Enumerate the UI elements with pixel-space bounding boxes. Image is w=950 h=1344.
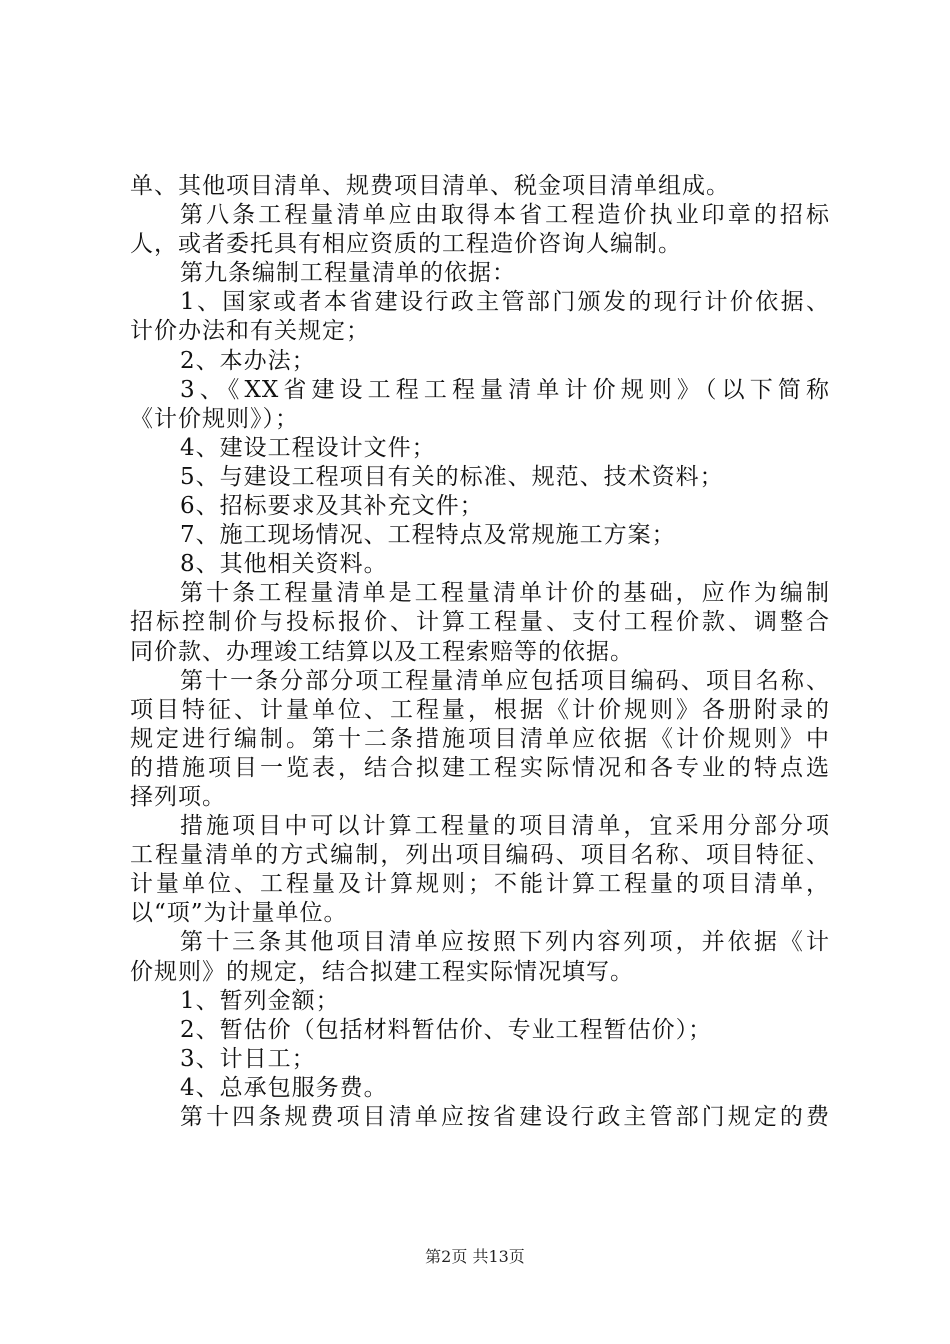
page-footer: 第2页 共13页: [425, 1247, 525, 1266]
text-line: 的措施项目一览表，结合拟建工程实际情况和各专业的特点选: [130, 754, 830, 781]
text-line: 第九条编制工程量清单的依据：: [180, 260, 516, 287]
text-line: 同价款、办理竣工结算以及工程索赔等的依据。: [130, 638, 634, 665]
text-line: 1、暂列金额；: [180, 987, 340, 1014]
text-line: 计价办法和有关规定；: [130, 318, 370, 345]
text-line: 第十四条规费项目清单应按省建设行政主管部门规定的费: [180, 1104, 830, 1130]
text-line: 单、其他项目清单、规费项目清单、税金项目清单组成。: [130, 173, 730, 199]
text-line: 价规则》的规定，结合拟建工程实际情况填写。: [130, 958, 634, 985]
text-line: 计量单位、工程量及计算规则；不能计算工程量的项目清单，: [130, 871, 830, 898]
text-line: 措施项目中可以计算工程量的项目清单，宜采用分部分项: [180, 813, 830, 840]
text-line: 3、《XX省建设工程工程量清单计价规则》（以下简称: [180, 376, 830, 403]
text-line: 以“项”为计量单位。: [130, 900, 348, 927]
text-line: 3、计日工；: [180, 1045, 316, 1072]
text-line: 4、总承包服务费。: [180, 1074, 388, 1101]
text-line: 规定进行编制。第十二条措施项目清单应依据《计价规则》中: [130, 725, 830, 752]
text-line: 择列项。: [130, 783, 226, 810]
text-line: 1、国家或者本省建设行政主管部门颁发的现行计价依据、: [180, 289, 830, 316]
text-line: 工程量清单的方式编制，列出项目编码、项目名称、项目特征、: [130, 842, 830, 869]
text-line: 2、本办法；: [180, 347, 316, 374]
text-line: 第八条工程量清单应由取得本省工程造价执业印章的招标: [180, 202, 830, 229]
text-line: 5、与建设工程项目有关的标准、规范、技术资料；: [180, 463, 724, 490]
text-line: 4、建设工程设计文件；: [180, 434, 436, 461]
text-line: 项目特征、计量单位、工程量，根据《计价规则》各册附录的: [130, 696, 830, 723]
text-line: 招标控制价与投标报价、计算工程量、支付工程价款、调整合: [130, 609, 830, 636]
text-line: 第十一条分部分项工程量清单应包括项目编码、项目名称、: [180, 667, 830, 694]
text-line: 2、暂估价（包括材料暂估价、专业工程暂估价）；: [180, 1016, 713, 1043]
text-line: 《计价规则》）；: [130, 405, 299, 432]
text-line: 第十三条其他项目清单应按照下列内容列项，并依据《计: [180, 929, 830, 956]
text-line: 人，或者委托具有相应资质的工程造价咨询人编制。: [130, 231, 682, 258]
text-line: 8、其他相关资料。: [180, 551, 388, 578]
document-body: [130, 172, 830, 1132]
text-line: 7、施工现场情况、工程特点及常规施工方案；: [180, 522, 676, 549]
text-line: 第十条工程量清单是工程量清单计价的基础，应作为编制: [180, 580, 830, 607]
text-line: 6、招标要求及其补充文件；: [180, 493, 484, 520]
